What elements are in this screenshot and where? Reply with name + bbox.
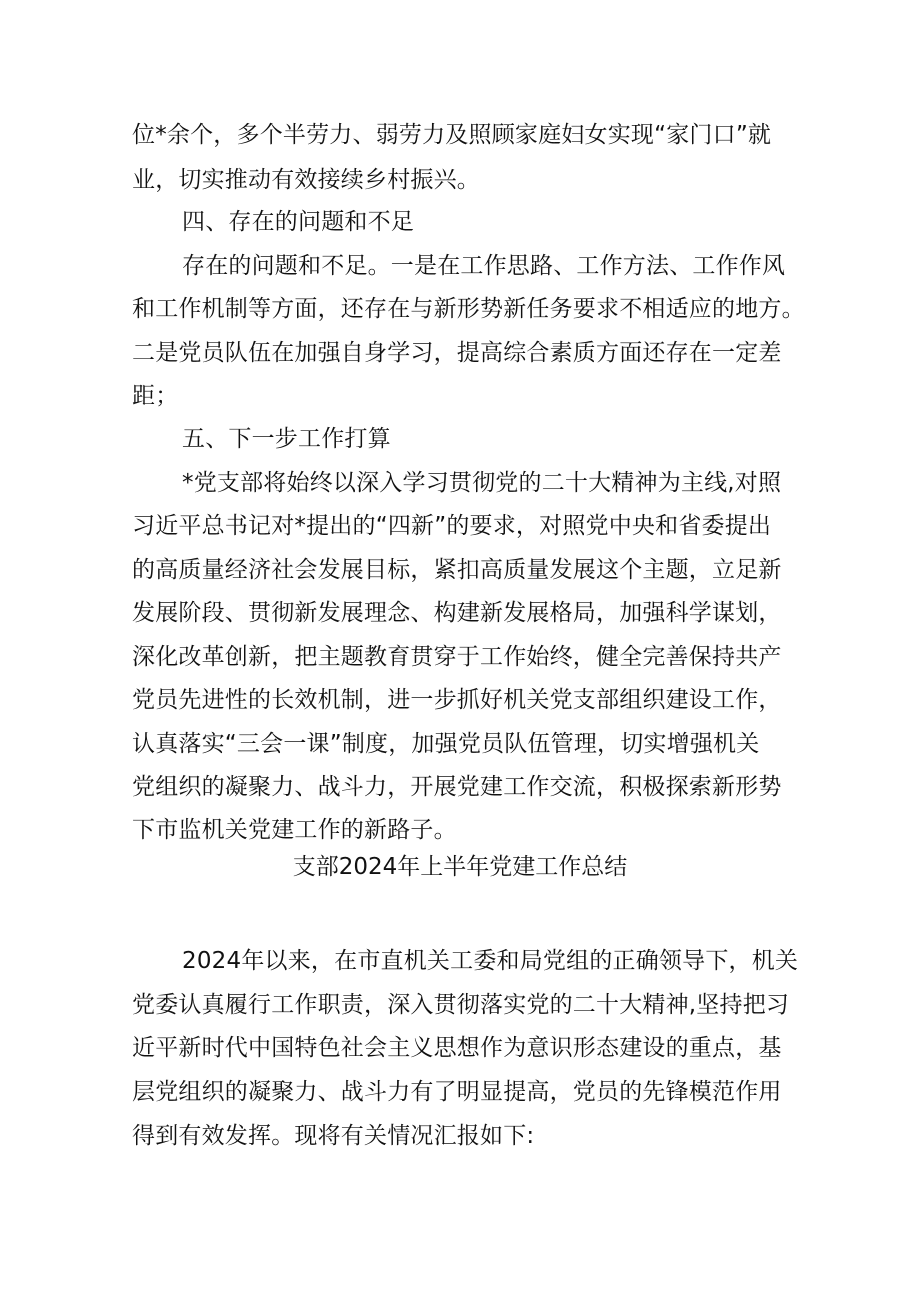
paragraph-line: 下市监机关党建工作的新路子。 — [132, 817, 457, 843]
paragraph-line: 党员先进性的长效机制，进一步抓好机关党支部组织建设工作， — [132, 687, 782, 713]
paragraph-line: 二是党员队伍在加强自身学习，提高综合素质方面还存在一定差 — [132, 340, 782, 366]
paragraph-line: 认真落实“三会一课”制度，加强党员队伍管理，切实增强机关 — [132, 731, 760, 757]
paragraph-line: 存在的问题和不足。一是在工作思路、工作方法、工作作风 — [182, 253, 786, 279]
paragraph-line: 业，切实推动有效接续乡村振兴。 — [132, 167, 480, 193]
section-heading-5: 五、下一步工作打算 — [182, 426, 391, 452]
paragraph-line: 位*余个，多个半劳力、弱劳力及照顾家庭妇女实现“家门口”就 — [132, 122, 772, 148]
document-title: 支部2024年上半年党建工作总结 — [292, 854, 628, 880]
paragraph-line: *党支部将始终以深入学习贯彻党的二十大精神为主线,对照 — [182, 470, 782, 496]
paragraph-line: 党委认真履行工作职责，深入贯彻落实党的二十大精神,坚持把习 — [132, 992, 790, 1018]
paragraph-line: 党组织的凝聚力、战斗力，开展党建工作交流，积极探索新形势 — [132, 774, 782, 800]
paragraph-line: 深化改革创新，把主题教育贯穿于工作始终，健全完善保持共产 — [132, 644, 782, 670]
paragraph-line: 的高质量经济社会发展目标，紧扣高质量发展这个主题，立足新 — [132, 557, 782, 583]
paragraph-line: 发展阶段、贯彻新发展理念、构建新发展格局，加强科学谋划， — [132, 600, 782, 626]
paragraph-line: 得到有效发挥。现将有关情况汇报如下: — [132, 1123, 535, 1149]
paragraph-line: 距； — [132, 383, 179, 409]
paragraph-line: 2024年以来，在市直机关工委和局党组的正确领导下，机关 — [182, 948, 799, 974]
paragraph-line: 习近平总书记对*提出的“四新”的要求，对照党中央和省委提出 — [132, 513, 772, 539]
paragraph-line: 近平新时代中国特色社会主义思想作为意识形态建设的重点，基 — [132, 1035, 782, 1061]
paragraph-line: 和工作机制等方面，还存在与新形势新任务要求不相适应的地方。 — [132, 296, 805, 322]
paragraph-line: 层党组织的凝聚力、战斗力有了明显提高，党员的先锋模范作用 — [132, 1079, 782, 1105]
section-heading-4: 四、存在的问题和不足 — [182, 209, 414, 235]
